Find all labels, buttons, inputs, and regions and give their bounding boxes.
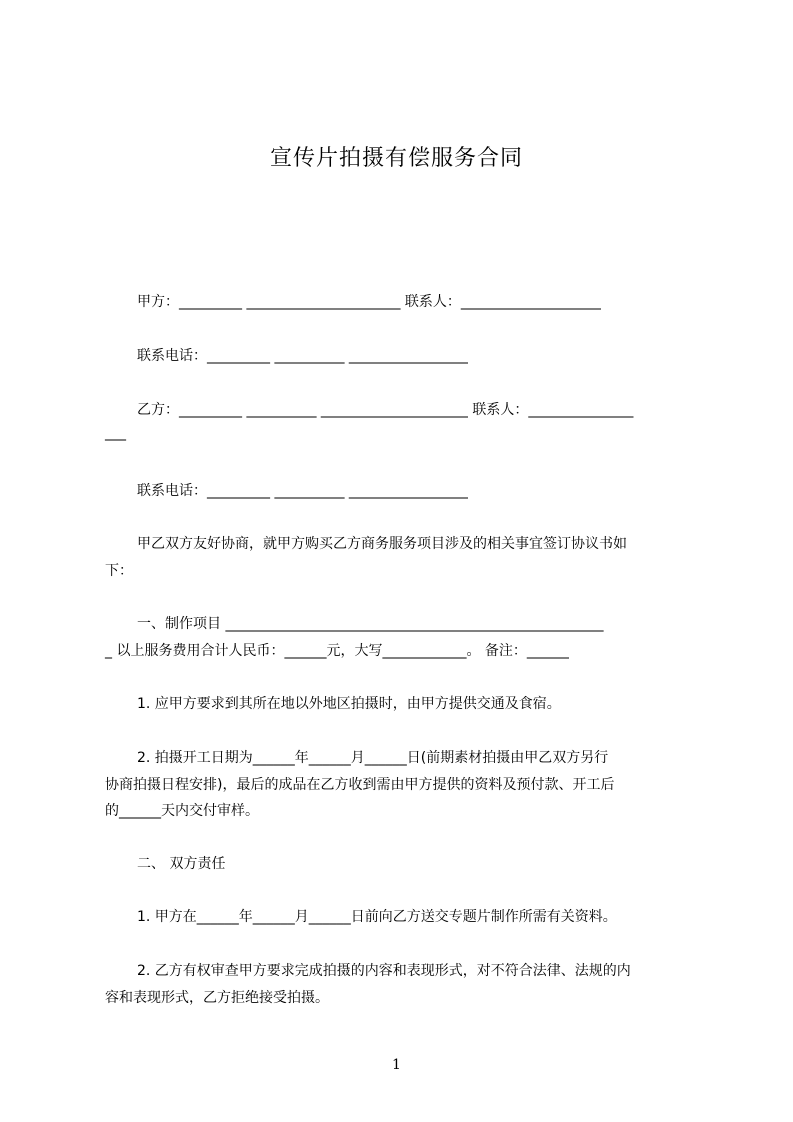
section-1-heading: 一、制作项目 ______________________________________________________	[137, 616, 604, 632]
party-b-phone: 联系电话：_________ __________ _________________	[137, 483, 468, 499]
party-b-line: 乙方：_________ __________ _____________________ 联系人：_______________	[137, 402, 634, 418]
section-2-item-2-line-1: 2. 乙方有权审查甲方要求完成拍摄的内容和表现形式，对不符合法律、法规的内	[137, 963, 631, 979]
section-1-item-2-line-1: 2. 拍摄开工日期为______年______月______日(前期素材拍摄由甲乙双方另行	[137, 750, 609, 766]
section-1-item-1: 1. 应甲方要求到其所在地以外地区拍摄时，由甲方提供交通及食宿。	[137, 696, 561, 712]
party-b-line-wrap: ___	[105, 425, 126, 441]
section-1-fee-line: _ 以上服务费用合计人民币：______元，大写____________。 备注：______	[105, 643, 569, 659]
section-1-item-2-line-2: 协商拍摄日程安排)，最后的成品在乙方收到需由甲方提供的资料及预付款、开工后	[105, 777, 615, 793]
party-a-line: 甲方：_________ ______________________ 联系人：____________________	[137, 294, 601, 310]
section-2-item-2-line-2: 容和表现形式，乙方拒绝接受拍摄。	[105, 990, 329, 1006]
party-a-phone: 联系电话：_________ __________ _________________	[137, 348, 468, 364]
section-1-item-2-line-3: 的______天内交付审样。	[105, 803, 259, 819]
document-title: 宣传片拍摄有偿服务合同	[269, 146, 523, 171]
section-2-item-1: 1. 甲方在______年______月______日前向乙方送交专题片制作所需有关资料。	[137, 909, 617, 925]
intro-paragraph-line-2: 下：	[105, 563, 133, 579]
page-number: 1	[392, 1057, 401, 1073]
section-2-heading: 二、 双方责任	[137, 856, 226, 872]
intro-paragraph-line-1: 甲乙双方友好协商，就甲方购买乙方商务服务项目涉及的相关事宜签订协议书如	[137, 536, 627, 552]
